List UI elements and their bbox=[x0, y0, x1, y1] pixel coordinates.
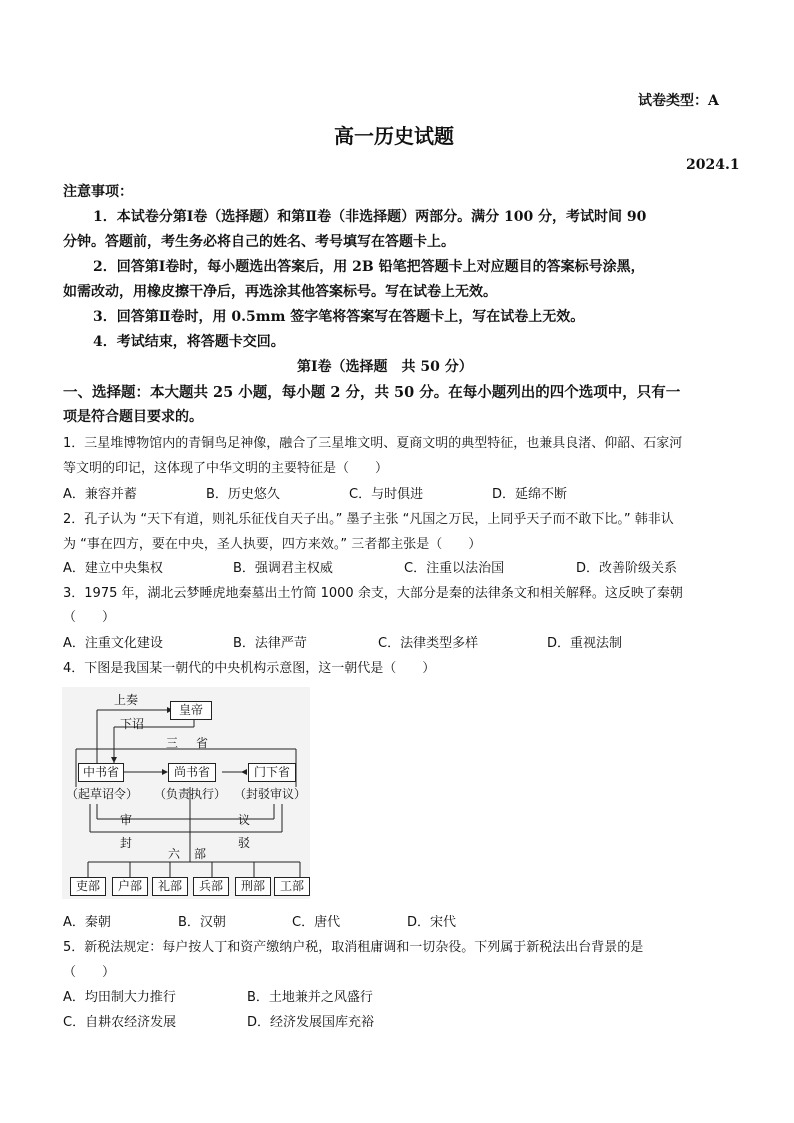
notes-heading: 注意事项： bbox=[63, 184, 133, 200]
ministry-justice-box: 刑部 bbox=[235, 877, 271, 896]
zhongshu-box: 中书省 bbox=[78, 763, 124, 782]
section-instruction-2: 项是符合题目要求的。 bbox=[63, 409, 203, 425]
q5-option-b: B．土地兼并之风盛行 bbox=[247, 990, 373, 1005]
shangshu-role: （负责执行） bbox=[154, 787, 227, 801]
section-instruction-1: 一、选择题：本大题共 25 小题，每小题 2 分，共 50 分。在每小题列出的四个选项中，只有一 bbox=[63, 384, 681, 401]
note-3: 3．回答第Ⅱ卷时，用 0.5mm 签字笔将答案写在答题卡上，写在试卷上无效。 bbox=[93, 309, 585, 325]
q5-option-a: A．均田制大力推行 bbox=[63, 990, 176, 1005]
question-3-line-2: （ ） bbox=[63, 610, 116, 625]
menxia-role: （封驳审议） bbox=[234, 787, 307, 801]
note-4: 4．考试结束，将答题卡交回。 bbox=[93, 334, 285, 350]
note-1-line-2: 分钟。答题前，考生务必将自己的姓名、考号填写在答题卡上。 bbox=[63, 234, 455, 250]
q1-option-b: B．历史悠久 bbox=[206, 487, 280, 502]
question-2-line-2: 为 “事在四方，要在中央，圣人执要，四方来效。” 三者都主张是（ ） bbox=[63, 537, 482, 552]
q4-option-b: B．汉朝 bbox=[178, 915, 226, 930]
shangzou-label: 上奏 bbox=[114, 693, 139, 707]
xiazhao-label: 下诏 bbox=[120, 717, 145, 731]
question-1-line-1: 1．三星堆博物馆内的青铜鸟足神像，融合了三星堆文明、夏商文明的典型特征，也兼具良渚、仰韶、石家河 bbox=[63, 436, 683, 451]
q2-option-a: A．建立中央集权 bbox=[63, 561, 163, 576]
shangshu-box: 尚书省 bbox=[168, 763, 216, 782]
page-title: 高一历史试题 bbox=[334, 124, 454, 148]
q2-option-c: C．注重以法治国 bbox=[404, 561, 505, 576]
question-5-line-2: （ ） bbox=[63, 965, 116, 980]
q3-option-c: C．法律类型多样 bbox=[378, 636, 479, 651]
san-label: 三 bbox=[166, 736, 179, 750]
q4-option-d: D．宋代 bbox=[407, 915, 457, 930]
emperor-box: 皇帝 bbox=[170, 701, 212, 720]
ministry-works-box: 工部 bbox=[274, 877, 310, 896]
ministry-hu-box: 户部 bbox=[112, 877, 148, 896]
liu-label: 六 bbox=[168, 847, 181, 861]
question-1-line-2: 等文明的印记，这体现了中华文明的主要特征是（ ） bbox=[63, 461, 389, 476]
bu-label: 部 bbox=[194, 847, 207, 861]
menxia-box: 门下省 bbox=[248, 763, 296, 782]
paper-type: 试卷类型：A bbox=[638, 93, 719, 109]
q5-option-d: D．经济发展国库充裕 bbox=[247, 1015, 375, 1030]
exam-date: 2024.1 bbox=[686, 157, 740, 173]
q3-option-d: D．重视法制 bbox=[547, 636, 623, 651]
q4-option-c: C．唐代 bbox=[292, 915, 341, 930]
feng-label: 封 bbox=[120, 836, 133, 850]
q1-option-d: D．延绵不断 bbox=[492, 487, 568, 502]
note-1-line-1: 1．本试卷分第Ⅰ卷（选择题）和第Ⅱ卷（非选择题）两部分。满分 100 分，考试时间 90 bbox=[93, 209, 647, 225]
question-2-line-1: 2．孔子认为 “天下有道，则礼乐征伐自天子出。” 墨子主张 “凡国之万民，上同乎天子而不敢下比。” 韩非认 bbox=[63, 512, 674, 527]
yi-label: 议 bbox=[238, 813, 251, 827]
question-5-line-1: 5．新税法规定：每户按人丁和资产缴纳户税，取消租庸调和一切杂役。下列属于新税法出台背景的是 bbox=[63, 940, 644, 955]
note-2-line-1: 2．回答第Ⅰ卷时，每小题选出答案后，用 2B 铅笔把答题卡上对应题目的答案标号涂黑， bbox=[93, 259, 645, 275]
sheng-label: 省 bbox=[196, 736, 209, 750]
bo-label: 驳 bbox=[238, 836, 251, 850]
ministry-war-box: 兵部 bbox=[193, 877, 229, 896]
q4-option-a: A．秦朝 bbox=[63, 915, 111, 930]
zhongshu-role: （起草诏令） bbox=[66, 787, 139, 801]
q1-option-a: A．兼容并蓄 bbox=[63, 487, 137, 502]
question-3-line-1: 3．1975 年，湖北云梦睡虎地秦墓出土竹简 1000 余支，大部分是秦的法律条文和相关解释。这反映了秦朝 bbox=[63, 586, 683, 601]
shen-label: 审 bbox=[120, 813, 133, 827]
q5-option-c: C．自耕农经济发展 bbox=[63, 1015, 177, 1030]
question-4-line-1: 4．下图是我国某一朝代的中央机构示意图，这一朝代是（ ） bbox=[63, 661, 436, 676]
ministry-rites-box: 礼部 bbox=[152, 877, 188, 896]
q2-option-d: D．改善阶级关系 bbox=[576, 561, 678, 576]
q3-option-a: A．注重文化建设 bbox=[63, 636, 163, 651]
note-2-line-2: 如需改动，用橡皮擦干净后，再选涂其他答案标号。写在试卷上无效。 bbox=[63, 284, 497, 300]
ministry-li-box: 吏部 bbox=[70, 877, 106, 896]
q2-option-b: B．强调君主权威 bbox=[233, 561, 333, 576]
q1-option-c: C．与时俱进 bbox=[349, 487, 424, 502]
section-title: 第Ⅰ卷（选择题 共 50 分） bbox=[297, 359, 473, 375]
central-government-diagram bbox=[62, 687, 310, 899]
q3-option-b: B．法律严苛 bbox=[233, 636, 307, 651]
